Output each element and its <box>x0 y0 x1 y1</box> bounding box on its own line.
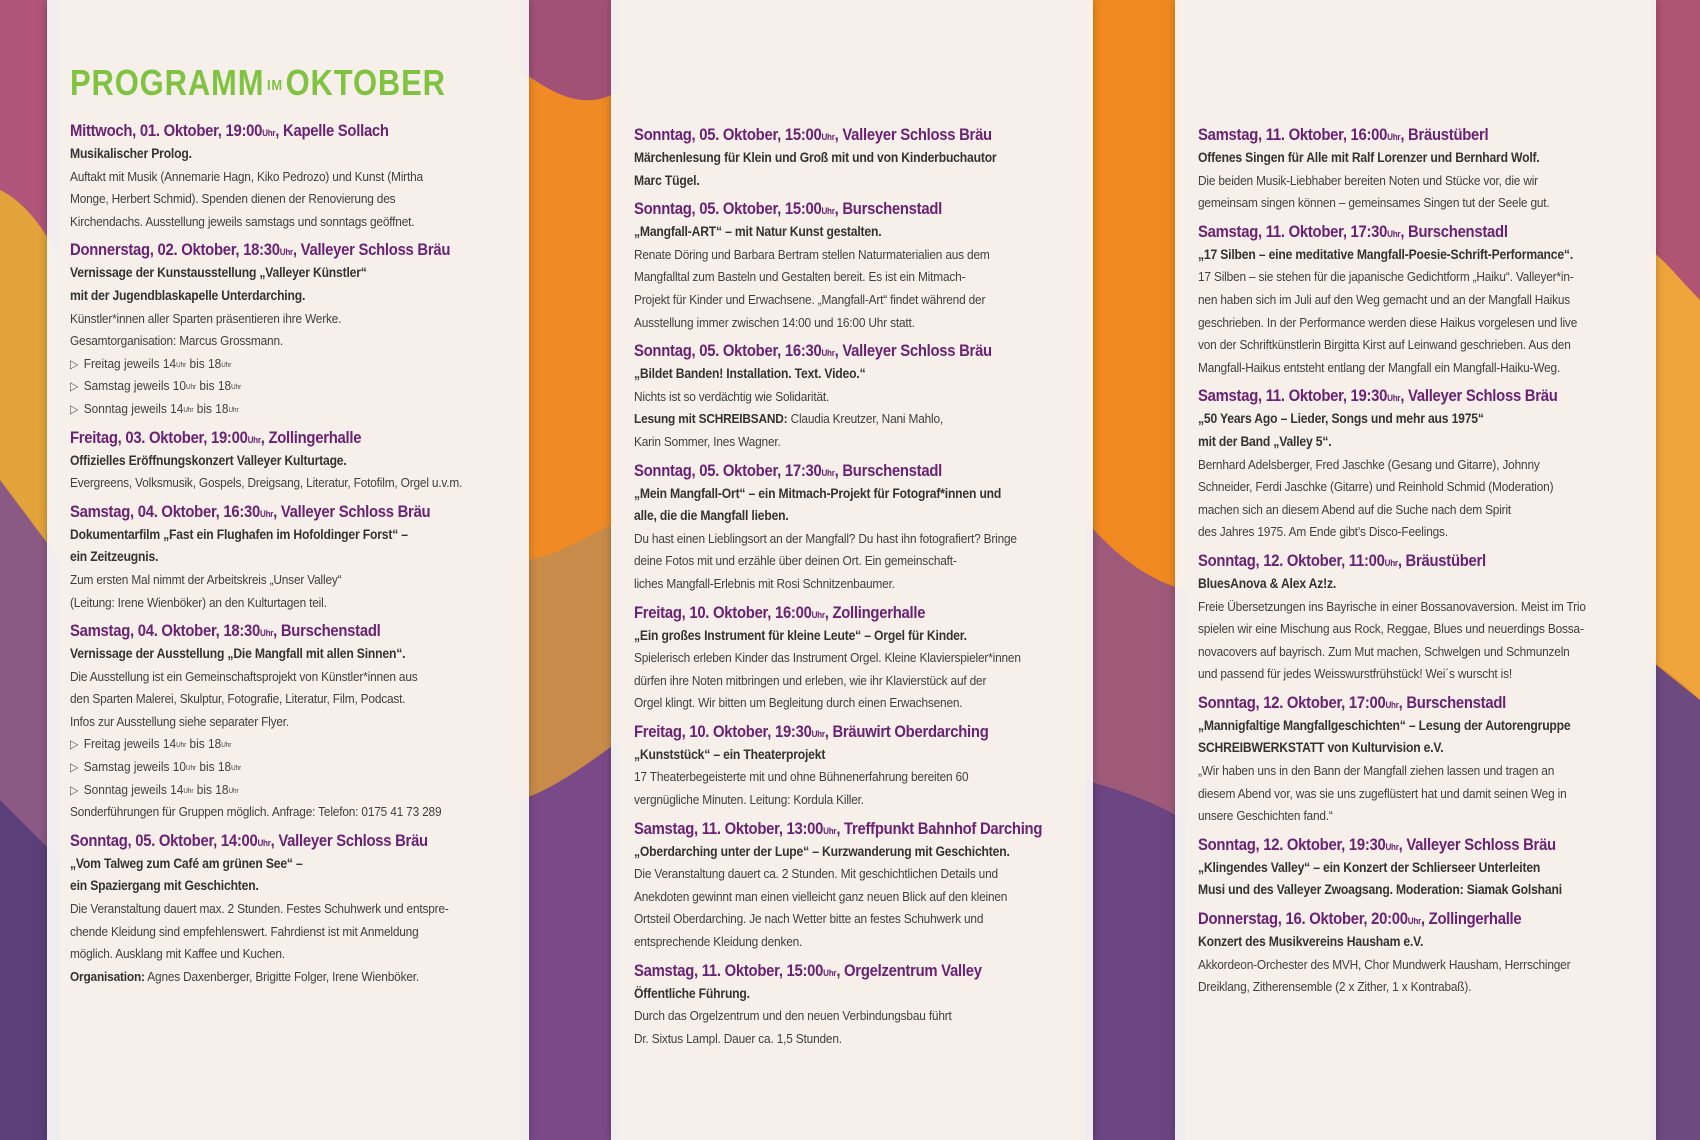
opening-hours-item <box>70 779 471 802</box>
event-heading <box>70 120 471 143</box>
event-subtitle: „Bildet Banden! Installation. Text. Video.“ <box>634 366 866 382</box>
event-description: Ausstellung immer zwischen 14:00 und 16:00 Uhr statt. <box>634 314 915 330</box>
event-date: Sonntag, 05. Oktober, 15:00 <box>634 126 822 144</box>
event-heading <box>634 198 1035 221</box>
event-entry <box>70 830 515 989</box>
event-heading <box>634 460 1035 483</box>
time-unit: Uhr <box>228 787 239 795</box>
time-unit: Uhr <box>1387 228 1401 239</box>
hours-text: Samstag jeweils 10 <box>83 759 186 775</box>
event-subtitle: „Mannigfaltige Mangfallgeschichten“ – Lesung der Autorengruppe <box>1198 717 1571 733</box>
hours-text: bis 18 <box>193 400 229 416</box>
time-unit: Uhr <box>1407 916 1421 927</box>
event-entry <box>1198 834 1642 902</box>
triangle-bullet-icon: ▷ <box>70 760 79 775</box>
hours-text: bis 18 <box>186 736 222 752</box>
time-unit: Uhr <box>259 628 274 639</box>
event-date: Donnerstag, 16. Oktober, 20:00 <box>1198 910 1408 929</box>
time-unit: Uhr <box>221 742 232 750</box>
event-description: chende Kleidung sind empfehlenswert. Fahrdienst ist mit Anmeldung <box>70 923 419 939</box>
event-subtitle: Konzert des Musikvereins Hausham e.V. <box>1198 934 1424 950</box>
event-description: Orgel klingt. Wir bitten um Begleitung durch einen Erwachsenen. <box>634 695 963 711</box>
event-description: Kirchendachs. Ausstellung jeweils samstags und sonntags geöffnet. <box>70 213 415 229</box>
event-description: Dr. Sixtus Lampl. Dauer ca. 1,5 Stunden. <box>634 1030 842 1046</box>
time-unit: Uhr <box>247 434 261 445</box>
event-description: Evergreens, Volksmusik, Gospels, Dreigsang, Literatur, Fotofilm, Orgel u.v.m. <box>70 475 463 491</box>
event-heading <box>1198 221 1598 244</box>
triangle-bullet-icon: ▷ <box>70 356 79 371</box>
hours-text: bis 18 <box>193 781 229 797</box>
event-heading <box>634 124 1035 147</box>
event-location: , Orgelzentrum Valley <box>836 961 982 980</box>
time-unit: Uhr <box>176 742 187 750</box>
column-1 <box>47 0 529 1140</box>
event-date: Sonntag, 12. Oktober, 17:00 <box>1198 693 1386 712</box>
page-title: PROGRAMM $^{IM}$OKTOBER <box>70 62 446 103</box>
event-heading <box>70 427 471 450</box>
event-location: , Valleyer Schloss Bräu <box>1400 387 1558 406</box>
event-description: Zum ersten Mal nimmt der Arbeitskreis „Unser Valley“ <box>70 571 342 587</box>
event-date: Mittwoch, 01. Oktober, 19:00 <box>70 122 263 140</box>
event-description: Die Ausstellung ist ein Gemeinschaftsprojekt von Künstler*innen aus <box>70 668 418 684</box>
triangle-bullet-icon: ▷ <box>70 782 79 797</box>
event-description: des Jahres 1975. Am Ende gibt’s Disco-Feelings. <box>1198 524 1448 540</box>
event-location: , Valleyer Schloss Bräu <box>270 831 428 850</box>
time-unit: Uhr <box>228 406 239 414</box>
event-description: „Wir haben uns in den Bann der Mangfall ziehen lassen und tragen an <box>1198 763 1555 779</box>
event-description: von der Schriftkünstlerin Birgitta Kirst auf Leinwand geschrieben. Aus den <box>1198 337 1571 353</box>
event-label: Lesung mit SCHREIBSAND: <box>634 411 788 427</box>
event-description: (Leitung: Irene Wienböker) an den Kulturtagen teil. <box>70 594 327 610</box>
event-entry <box>70 501 515 614</box>
event-date: Samstag, 11. Oktober, 19:30 <box>1198 387 1388 406</box>
event-date: Freitag, 10. Oktober, 16:00 <box>634 603 812 622</box>
event-description: Spielerisch erleben Kinder das Instrument Orgel. Kleine Klavierspieler*innen <box>634 650 1021 666</box>
event-date: Samstag, 11. Oktober, 13:00 <box>634 819 824 838</box>
hours-text: bis 18 <box>196 378 232 394</box>
event-description: 17 Silben – sie stehen für die japanische Gedichtform „Haiku“. Valleyer*in- <box>1198 269 1574 285</box>
event-location: , Valleyer Schloss Bräu <box>273 502 431 521</box>
event-description: Schneider, Ferdi Jaschke (Gitarre) und Reinhold Schmid (Moderation) <box>1198 479 1554 495</box>
event-description: Die beiden Musik-Liebhaber bereiten Noten und Stücke vor, die wir <box>1198 172 1538 188</box>
event-location: , Burschenstadl <box>1400 222 1508 241</box>
hours-text: Sonntag jeweils 14 <box>83 781 184 797</box>
event-heading <box>634 960 1035 983</box>
event-description: deine Fotos mit und erzähle über deinen Ort. Ein gemeinschaft- <box>634 553 957 569</box>
event-description: spielen wir eine Mischung aus Rock, Reggae, Blues und neuerdings Bossa- <box>1198 621 1584 637</box>
event-location: , Bräuwirt Oberdarching <box>824 722 989 741</box>
time-unit: Uhr <box>231 765 242 773</box>
event-subtitle: „Kunststück“ – ein Theaterprojekt <box>634 746 826 762</box>
time-unit: Uhr <box>231 384 242 392</box>
event-description <box>70 966 471 989</box>
event-subtitle: Musikalischer Prolog. <box>70 146 192 161</box>
time-unit: Uhr <box>257 837 271 848</box>
event-subtitle: Musi und des Valleyer Zwoagsang. Moderation: Siamak Golshani <box>1198 882 1562 898</box>
event-description: Mangfall-Haikus entsteht entlang der Mangfall ein Mangfall-Haiku-Weg. <box>1198 359 1561 375</box>
hours-text: bis 18 <box>186 355 222 371</box>
event-date: Freitag, 10. Oktober, 19:30 <box>634 722 812 741</box>
event-description: Durch das Orgelzentrum und den neuen Verbindungsbau führt <box>634 1008 952 1024</box>
event-subtitle: ein Spaziergang mit Geschichten. <box>70 878 259 894</box>
event-description: Infos zur Ausstellung siehe separater Flyer. <box>70 713 290 729</box>
event-date: Freitag, 03. Oktober, 19:00 <box>70 428 248 447</box>
column-3 <box>1175 0 1656 1140</box>
event-location: , Valleyer Schloss Bräu <box>292 241 451 260</box>
event-description: gemeinsam singen können – gemeinsames Singen tut der Seele gut. <box>1198 195 1550 211</box>
event-description: Renate Döring und Barbara Bertram stellen Naturmaterialien aus dem <box>634 246 990 262</box>
event-heading <box>1198 124 1598 147</box>
event-entry <box>70 620 515 824</box>
event-description: Projekt für Kinder und Erwachsene. „Mangfall-Art“ findet während der <box>634 291 986 307</box>
event-heading <box>634 602 1035 625</box>
event-date: Donnerstag, 02. Oktober, 18:30 <box>70 241 280 260</box>
event-subtitle: Märchenlesung für Klein und Groß mit und von Kinderbuchautor <box>634 150 997 165</box>
event-location: , Burschenstadl <box>1398 693 1506 712</box>
triangle-bullet-icon: ▷ <box>70 737 79 752</box>
event-date: Sonntag, 05. Oktober, 15:00 <box>634 200 822 219</box>
time-unit: Uhr <box>262 128 276 138</box>
event-description: entsprechende Kleidung denken. <box>634 934 803 950</box>
time-unit: Uhr <box>183 787 194 795</box>
event-heading <box>1198 385 1598 408</box>
event-location: , Valleyer Schloss Bräu <box>834 126 992 144</box>
event-description: Anekdoten gewinnt man einen vielleicht ganz neuen Blick auf den kleinen <box>634 888 1008 904</box>
event-entry <box>1198 908 1642 999</box>
event-description: Nichts ist so verdächtig wie Solidarität. <box>634 388 830 404</box>
event-subtitle: Vernissage der Kunstausstellung „Valleyer Künstler“ <box>70 265 367 281</box>
event-heading <box>634 721 1035 744</box>
event-entry <box>634 602 1079 715</box>
event-description: Monge, Herbert Schmid). Spenden dienen der Renovierung des <box>70 191 396 207</box>
event-description: möglich. Ausklang mit Kaffee und Kuchen. <box>70 946 285 962</box>
event-date: Samstag, 11. Oktober, 16:00 <box>1198 126 1388 144</box>
event-location: , Valleyer Schloss Bräu <box>1398 835 1556 854</box>
time-unit: Uhr <box>1385 841 1399 852</box>
time-unit: Uhr <box>821 132 835 142</box>
event-date: Sonntag, 12. Oktober, 19:30 <box>1198 835 1386 854</box>
event-subtitle: Dokumentarfilm „Fast ein Flughafen im Hofoldinger Forst“ – <box>70 526 408 542</box>
time-unit: Uhr <box>811 609 825 620</box>
time-unit: Uhr <box>279 247 293 258</box>
event-entry <box>634 721 1079 812</box>
event-subtitle: „Vom Talweg zum Café am grünen See“ – <box>70 855 303 871</box>
event-entry <box>634 340 1079 453</box>
event-subtitle: alle, die die Mangfall lieben. <box>634 508 789 524</box>
event-subtitle: „Oberdarching unter der Lupe“ – Kurzwanderung mit Geschichten. <box>634 843 1010 859</box>
event-entry <box>1198 124 1642 215</box>
event-subtitle: Marc Tügel. <box>634 172 700 188</box>
event-date: Sonntag, 05. Oktober, 14:00 <box>70 831 258 850</box>
event-description: Akkordeon-Orchester des MVH, Chor Mundwerk Hausham, Herrschinger <box>1198 956 1571 972</box>
event-location: , Zollingerhalle <box>260 428 362 447</box>
event-entry <box>634 460 1079 596</box>
event-description: Mangfalltal zum Basteln und Gestalten bereit. Es ist ein Mitmach- <box>634 269 966 285</box>
hours-text: bis 18 <box>196 759 232 775</box>
event-description: Künstler*innen aller Sparten präsentieren ihre Werke. <box>70 310 342 326</box>
event-list <box>634 124 1079 1050</box>
triangle-bullet-icon: ▷ <box>70 379 79 394</box>
event-heading <box>634 340 1035 363</box>
event-description: machen sich an diesem Abend auf die Suche nach dem Spirit <box>1198 501 1512 517</box>
event-subtitle: „Ein großes Instrument für kleine Leute“ – Orgel für Kinder. <box>634 627 967 643</box>
event-location: , Zollingerhalle <box>824 603 926 622</box>
event-description: Sonderführungen für Gruppen möglich. Anfrage: Telefon: 0175 41 73 289 <box>70 804 442 820</box>
event-location: , Burschenstadl <box>273 622 381 641</box>
time-unit: Uhr <box>176 361 187 369</box>
event-date: Samstag, 04. Oktober, 16:30 <box>70 502 260 521</box>
event-entry <box>634 960 1079 1051</box>
event-description: Die Veranstaltung dauert max. 2 Stunden. Festes Schuhwerk und entspre- <box>70 901 449 917</box>
time-unit: Uhr <box>823 967 837 978</box>
event-heading <box>634 818 1043 841</box>
event-description: Bernhard Adelsberger, Fred Jaschke (Gesang und Gitarre), Johnny <box>1198 456 1540 472</box>
event-description: unsere Geschichten fand.“ <box>1198 808 1333 824</box>
event-entry <box>634 124 1079 192</box>
event-subtitle: mit der Band „Valley 5“. <box>1198 433 1332 449</box>
event-description: novacovers auf bayrisch. Zum Mut machen, Schwelgen und Schmunzeln <box>1198 643 1570 659</box>
event-entry <box>1198 385 1642 544</box>
event-subtitle: BluesAnova & Alex Az!z. <box>1198 575 1337 591</box>
event-heading <box>1198 834 1598 857</box>
event-list <box>70 120 515 988</box>
event-location: , Treffpunkt Bahnhof Darching <box>836 819 1043 838</box>
event-description: Freie Übersetzungen ins Bayrische in einer Bossanovaversion. Meist im Trio <box>1198 598 1586 614</box>
event-description: diesem Abend vor, was sie uns zugeflüstert hat und damit seinen Weg in <box>1198 785 1567 801</box>
event-subtitle: Offizielles Eröffnungskonzert Valleyer Kulturtage. <box>70 452 347 468</box>
event-heading <box>1198 550 1598 573</box>
event-location: , Burschenstadl <box>834 200 942 219</box>
event-subtitle: Offenes Singen für Alle mit Ralf Lorenzer und Bernhard Wolf. <box>1198 150 1540 165</box>
triangle-bullet-icon: ▷ <box>70 401 79 416</box>
hours-text: Sonntag jeweils 14 <box>83 400 184 416</box>
time-unit: Uhr <box>1387 393 1401 404</box>
event-description: 17 Theaterbegeisterte mit und ohne Bühnenerfahrung bereiten 60 <box>634 769 969 785</box>
event-date: Samstag, 11. Oktober, 17:30 <box>1198 222 1388 241</box>
hours-text: Freitag jeweils 14 <box>83 355 177 371</box>
event-subtitle: „Mangfall-ART“ – mit Natur Kunst gestalten. <box>634 224 882 240</box>
time-unit: Uhr <box>823 825 837 836</box>
event-entry <box>1198 692 1642 828</box>
time-unit: Uhr <box>185 765 197 773</box>
event-location: , Kapelle Sollach <box>275 122 389 140</box>
event-description: dürfen ihre Noten mitbringen und erleben, wie ihr Klavierstück auf der <box>634 672 987 688</box>
time-unit: Uhr <box>221 361 232 369</box>
event-description: geschrieben. In der Performance werden diese Haikus vorgelesen und live <box>1198 314 1578 330</box>
event-description: Dreiklang, Zitherensemble (2 x Zither, 1 x Kontrabaß). <box>1198 979 1472 995</box>
time-unit: Uhr <box>1384 557 1398 568</box>
time-unit: Uhr <box>821 348 835 359</box>
event-date: Sonntag, 12. Oktober, 11:00 <box>1198 551 1385 570</box>
event-entry <box>70 120 515 233</box>
event-location: , Zollingerhalle <box>1420 910 1522 929</box>
time-unit: Uhr <box>821 467 835 478</box>
event-description: Gesamtorganisation: Marcus Grossmann. <box>70 333 284 349</box>
time-unit: Uhr <box>259 508 274 519</box>
event-label-text: Claudia Kreutzer, Nani Mahlo, <box>787 411 944 427</box>
event-description: Du hast einen Lieblingsort an der Mangfall? Du hast ihn fotografiert? Bringe <box>634 530 1017 546</box>
hours-text: Freitag jeweils 14 <box>83 736 177 752</box>
event-subtitle: SCHREIBWERKSTATT von Kulturvision e.V. <box>1198 740 1444 756</box>
time-unit: Uhr <box>1387 132 1401 142</box>
event-description: Karin Sommer, Ines Wagner. <box>634 433 781 449</box>
event-subtitle: „50 Years Ago – Lieder, Songs und mehr aus 1975“ <box>1198 411 1484 427</box>
event-entry <box>634 198 1079 334</box>
event-entry <box>1198 221 1642 380</box>
event-description: liches Mangfall-Erlebnis mit Rosi Schnitzenbaumer. <box>634 575 895 591</box>
time-unit: Uhr <box>821 206 835 217</box>
event-description <box>634 408 1035 431</box>
event-subtitle: Vernissage der Ausstellung „Die Mangfall mit allen Sinnen“. <box>70 646 406 662</box>
event-date: Samstag, 11. Oktober, 15:00 <box>634 961 824 980</box>
time-unit: Uhr <box>811 728 825 739</box>
event-description: nen haben sich im Juli auf den Weg gemacht und an der Mangfall Haikus <box>1198 291 1571 307</box>
event-heading <box>70 830 471 853</box>
time-unit: Uhr <box>185 384 197 392</box>
event-heading <box>70 501 471 524</box>
time-unit: Uhr <box>1385 699 1399 710</box>
event-label-text: Agnes Daxenberger, Brigitte Folger, Irene Wienböker. <box>144 968 419 984</box>
opening-hours-item <box>70 353 471 376</box>
event-description: vergnügliche Minuten. Leitung: Kordula Killer. <box>634 792 864 808</box>
event-description: und passend für jedes Weisswurstfrühstück! Wei´s wurscht is! <box>1198 666 1512 682</box>
event-heading <box>70 620 471 643</box>
event-subtitle: mit der Jugendblaskapelle Unterdarching. <box>70 287 306 303</box>
event-description: den Sparten Malerei, Skulptur, Fotografie, Literatur, Film, Podcast. <box>70 691 406 707</box>
event-subtitle: ein Zeitzeugnis. <box>70 549 159 565</box>
event-heading <box>1198 908 1598 931</box>
event-label: Organisation: <box>70 968 145 984</box>
event-subtitle: „17 Silben – eine meditative Mangfall-Poesie-Schrift-Performance“. <box>1198 246 1574 262</box>
event-location: , Bräustüberl <box>1397 551 1486 570</box>
event-location: , Burschenstadl <box>834 461 942 480</box>
column-2 <box>611 0 1093 1140</box>
event-description: Ortsteil Oberdarching. Je nach Wetter bitte an festes Schuhwerk und <box>634 911 984 927</box>
event-heading <box>70 239 471 262</box>
event-subtitle: „Klingendes Valley“ – ein Konzert der Schlierseer Unterleiten <box>1198 859 1541 875</box>
event-entry <box>70 427 515 495</box>
event-entry <box>634 818 1079 954</box>
event-location: , Bräustüberl <box>1400 126 1489 144</box>
hours-text: Samstag jeweils 10 <box>83 378 186 394</box>
event-date: Sonntag, 05. Oktober, 17:30 <box>634 461 822 480</box>
event-description: Auftakt mit Musik (Annemarie Hagn, Kiko Pedrozo) und Kunst (Mirtha <box>70 168 423 184</box>
event-subtitle: Öffentliche Führung. <box>634 985 750 1001</box>
event-heading <box>1198 692 1598 715</box>
time-unit: Uhr <box>183 406 194 414</box>
opening-hours-item <box>70 398 471 421</box>
event-date: Samstag, 04. Oktober, 18:30 <box>70 622 260 641</box>
event-location: , Valleyer Schloss Bräu <box>834 342 992 361</box>
opening-hours-item <box>70 375 471 398</box>
opening-hours-item <box>70 756 471 779</box>
event-entry <box>1198 550 1642 686</box>
event-list <box>1198 124 1642 999</box>
event-description: Die Veranstaltung dauert ca. 2 Stunden. Mit geschichtlichen Details und <box>634 866 998 882</box>
event-subtitle: „Mein Mangfall-Ort“ – ein Mitmach-Projekt für Fotograf*innen und <box>634 485 1002 501</box>
event-date: Sonntag, 05. Oktober, 16:30 <box>634 342 822 361</box>
event-entry <box>70 239 515 420</box>
opening-hours-item <box>70 733 471 756</box>
